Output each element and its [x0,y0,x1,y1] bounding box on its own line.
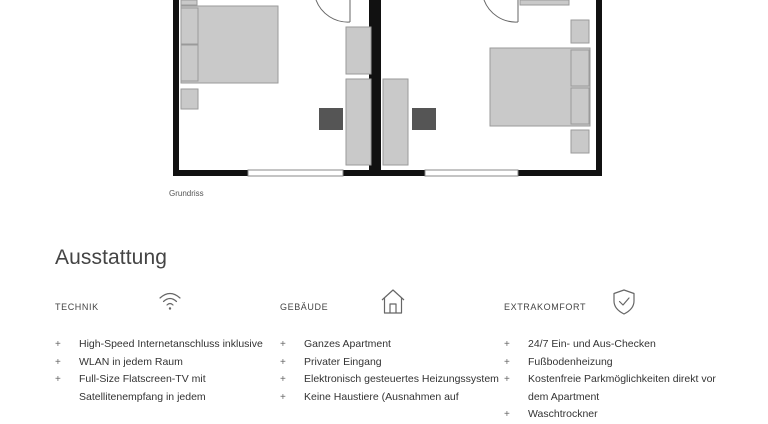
floorplan-caption: Grundriss [169,189,204,198]
section-title: Ausstattung [55,246,168,269]
amenity-list [280,336,505,406]
list-item: + 24/7 Ein- und Aus-Checken [504,336,729,354]
shield-check-icon [611,288,637,316]
plus-icon: + [280,374,286,385]
plus-icon: + [504,409,510,420]
column-title: EXTRAKOMFORT [504,302,587,312]
plus-icon: + [55,374,61,385]
plus-icon: + [55,356,61,368]
plus-icon: + [504,339,510,350]
list-item: + High-Speed Internetanschluss inklusive [55,336,280,354]
amenity-column-extrakomfort [504,288,729,420]
house-icon [380,288,406,316]
plus-icon: + [55,339,61,350]
list-item: + Privater Eingang [280,354,505,372]
amenity-column-technik [55,288,280,403]
plus-icon: + [504,356,510,368]
list-item: + WLAN in jedem Raum [55,354,280,372]
wifi-icon [157,288,183,314]
floor-plan [0,0,768,185]
list-item: + Full-Size Flatscreen-TV mit Satellitenempfang in jedem [55,373,206,403]
amenity-list [55,336,280,406]
plus-icon: + [504,374,510,385]
column-title: GEBÄUDE [280,302,329,312]
amenity-list [504,336,729,424]
list-item: + Ganzes Apartment [280,336,505,354]
plus-icon: + [280,356,286,368]
plus-icon: + [280,391,286,403]
list-item: + Kostenfreie Parkmöglichkeiten direkt vor dem Apartment [504,373,716,403]
list-item: + Elektronisch gesteuertes Heizungssystem [280,371,505,389]
plus-icon: + [280,339,286,350]
list-item: + Keine Haustiere (Ausnahmen auf [280,389,505,407]
list-item: + Waschtrockner [504,406,729,424]
amenity-column-gebaeude [280,288,505,403]
list-item: + Fußbodenheizung [504,354,729,372]
column-title: TECHNIK [55,302,99,312]
